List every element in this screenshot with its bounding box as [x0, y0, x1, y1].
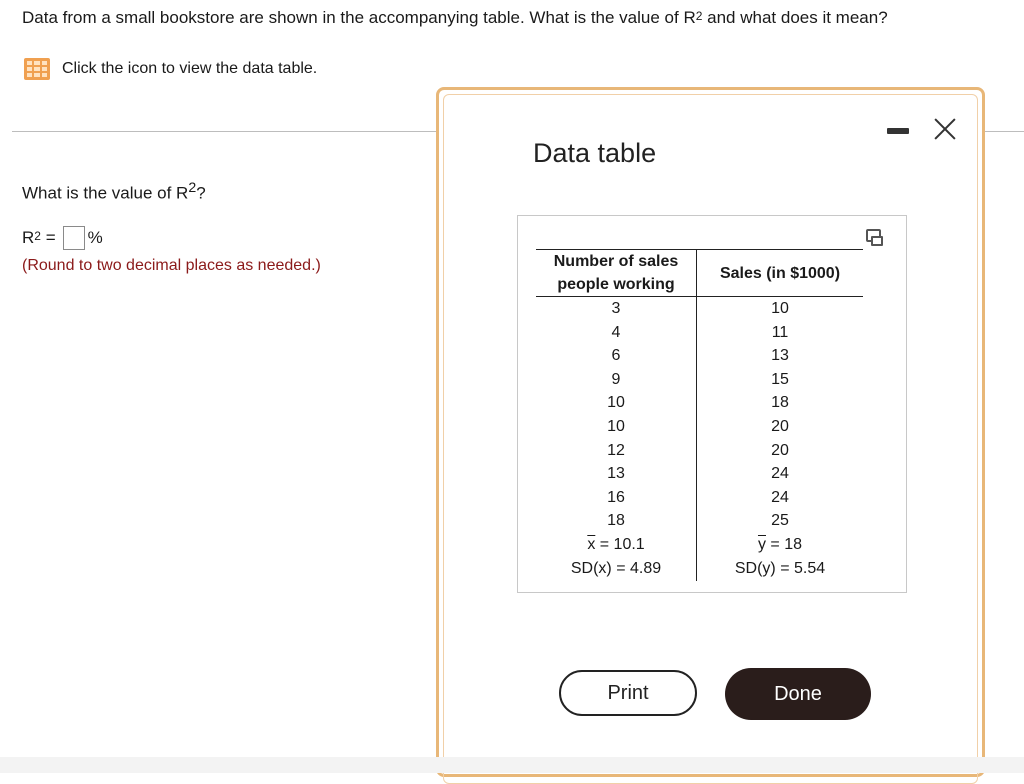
divider-left: [12, 131, 436, 132]
data-table: [536, 249, 863, 581]
table-row: 16 24: [536, 486, 863, 510]
answer-row: [22, 226, 103, 250]
table-row: 4 11: [536, 321, 863, 345]
divider-right: [985, 131, 1024, 132]
done-button[interactable]: Done: [725, 668, 871, 720]
data-table-dialog: [436, 87, 985, 777]
table-row: 12 20: [536, 439, 863, 463]
view-data-table-link[interactable]: [24, 58, 317, 80]
question-text: Data from a small bookstore are shown in the accompanying table. What is the value of $R^2$ and what does it mean?: [22, 8, 888, 27]
mean-x: $\overline{x} = 10.1$: [536, 533, 697, 557]
dialog-title: Data table: [533, 138, 657, 168]
superscript: 2: [695, 9, 703, 23]
table-row: 10 20: [536, 415, 863, 439]
table-row: 13 24: [536, 462, 863, 486]
close-icon[interactable]: [932, 116, 958, 142]
sd-y: SD(y) = 5.54: [734, 559, 826, 577]
col-header-sales-people: Number of sales people working: [536, 250, 697, 297]
minimize-icon[interactable]: [887, 128, 909, 134]
rounding-hint: (Round to two decimal places as needed.): [22, 257, 321, 274]
table-row: 18 25: [536, 509, 863, 533]
mean-y: $\overline{y} = 18$: [757, 535, 803, 553]
col-header-sales: Sales (in $1000): [697, 250, 864, 297]
answer-label: $R^2$ =: [22, 228, 56, 247]
copy-icon[interactable]: [866, 229, 882, 245]
part-question: What is the value of $R^2$?: [22, 180, 206, 203]
percent-unit: %: [87, 228, 103, 247]
bottom-strip: [0, 757, 1024, 773]
table-row: 3 10: [536, 297, 863, 321]
data-table-panel: [517, 215, 907, 593]
table-grid-icon[interactable]: [24, 58, 50, 80]
sd-x: SD(x) = 4.89: [536, 557, 697, 581]
sd-row: [536, 557, 863, 581]
view-data-table-label[interactable]: Click the icon to view the data table.: [62, 60, 318, 77]
table-row: 9 15: [536, 368, 863, 392]
mean-row: [536, 533, 863, 557]
table-row: 6 13: [536, 344, 863, 368]
print-button[interactable]: Print: [559, 670, 697, 716]
table-row: 10 18: [536, 391, 863, 415]
r-squared-answer-input[interactable]: [63, 226, 85, 250]
